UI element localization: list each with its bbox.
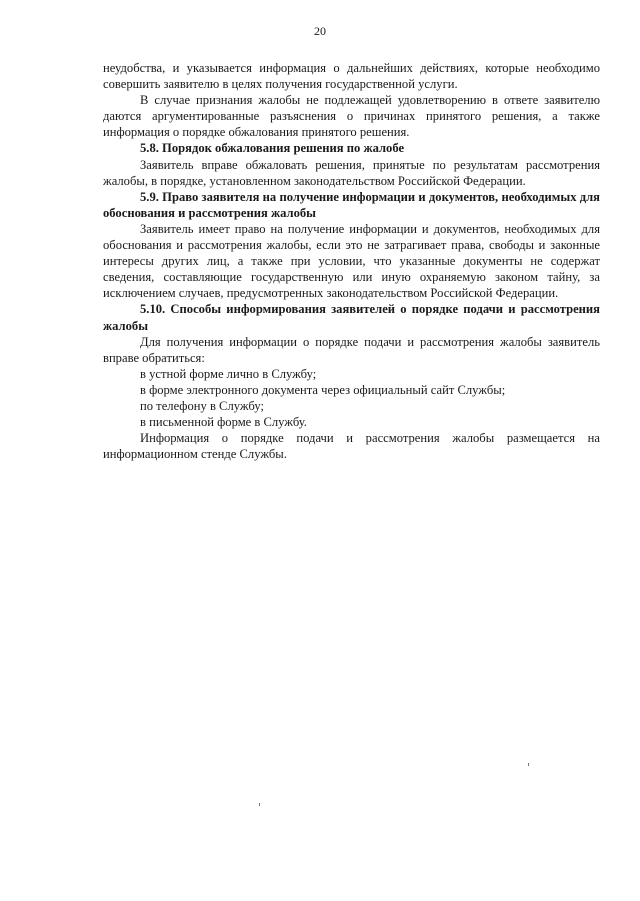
list-item: в устной форме лично в Службу; <box>140 366 317 381</box>
paragraph: Заявитель имеет право на получение информации и документов, необходимых для обоснования и рассмотрения жалобы, если это не затрагивает права, свободы и законные интересы других лиц, а также при условии, что указанные документы не содержат сведения, составляющие государственную или иную охраняемую законом тайну, за исключением случаев, предусмотренных законодательством Российской Федерации. <box>103 221 600 301</box>
scan-speck <box>528 763 529 766</box>
paragraph: Информация о порядке подачи и рассмотрения жалобы размещается на информационном стенде Службы. <box>103 431 600 462</box>
page-number: 20 <box>314 24 326 38</box>
list-item: в письменной форме в Службу. <box>140 415 307 430</box>
section-heading: 5.10. Способы информирования заявителей о порядке подачи и рассмотрения жалобы <box>103 302 600 333</box>
document-body <box>103 60 600 462</box>
scan-speck <box>259 803 260 806</box>
section-heading: 5.8. Порядок обжалования решения по жалобе <box>140 141 405 156</box>
list-item: по телефону в Службу; <box>140 398 264 413</box>
section-heading: 5.9. Право заявителя на получение информации и документов, необходимых для обоснования и рассмотрения жалобы <box>103 189 600 220</box>
paragraph: Заявитель вправе обжаловать решения, принятые по результатам рассмотрения жалобы, в порядке, установленном законодательством Российской Федерации. <box>103 157 600 188</box>
paragraph: Для получения информации о порядке подачи и рассмотрения жалобы заявитель вправе обратиться: <box>103 334 600 365</box>
list-item: в форме электронного документа через официальный сайт Службы; <box>140 382 506 397</box>
paragraph: неудобства, и указывается информация о дальнейших действиях, которые необходимо совершить заявителю в целях получения государственной услуги. <box>103 61 600 92</box>
paragraph: В случае признания жалобы не подлежащей удовлетворению в ответе заявителю даются аргументированные разъяснения о причинах принятого решения, а также информация о порядке обжалования принятого решения. <box>103 93 600 140</box>
